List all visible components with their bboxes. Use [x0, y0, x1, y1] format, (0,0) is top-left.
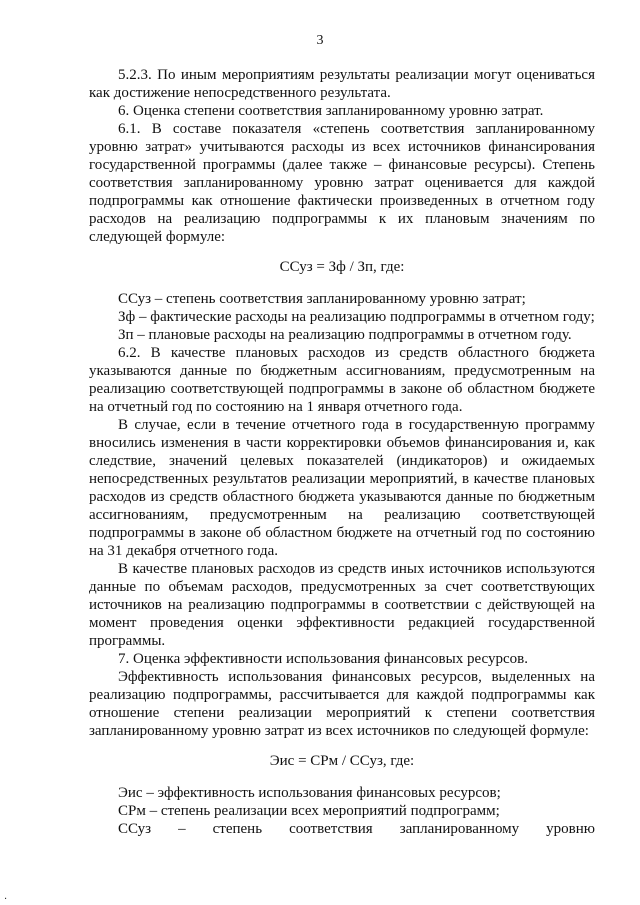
definition-eis: Эис – эффективность использования финансовых ресурсов;	[118, 785, 501, 801]
formula-ccuz: ССуз = Зф / Зп, где:	[279, 259, 405, 275]
paragraph-changes-case: В случае, если в течение отчетного года в государственную программу вносились изменения в части корректировки объемов финансирования и, как следствие, значений целевых показателей (индикаторов) и ожидаемых непосредственных результатов реализации мероприятий, в качестве плановых расходов из средств областного бюджета указываются данные по бюджетным ассигнованиям, предусмотренным на реализацию соответствующей подпрограммы в законе об областном бюджете на отчетный год по состоянию на 31 декабря отчетного года.	[89, 417, 595, 559]
paragraph-5-2-3: 5.2.3. По иным мероприятиям результаты реализации могут оцениваться как достижение непосредственного результата.	[89, 67, 595, 101]
page-number: 3	[316, 33, 324, 48]
heading-section-6: 6. Оценка степени соответствия запланированному уровню затрат.	[118, 103, 544, 119]
paragraph-efficiency: Эффективность использования финансовых ресурсов, выделенных на реализацию подпрограммы, рассчитывается для каждой подпрограммы как отношение степени реализации мероприятий к степени соответствия запланированному уровню затрат из всех источников по следующей формуле:	[89, 669, 595, 739]
paragraph-6-1: 6.1. В составе показателя «степень соответствия запланированному уровню затрат» учитываются расходы из всех источников финансирования государственной программы (далее также – финансовые ресурсы). Степень соответствия запланированному уровню затрат оценивается для каждой подпрограммы как отношение фактически произведенных в отчетном году расходов на реализацию подпрограммы к их плановым значениям по следующей формуле:	[89, 121, 595, 245]
formula-eis: Эис = СРм / ССуз, где:	[269, 753, 415, 769]
definition-srm: СРм – степень реализации всех мероприятий подпрограмм;	[118, 803, 500, 819]
paragraph-other-sources: В качестве плановых расходов из средств иных источников используются данные по объемам расходов, предусмотренных за счет соответствующих источников на реализацию подпрограммы в соответствии с действующей на момент проведения оценки эффективности редакцией государственной программы.	[89, 561, 595, 649]
definition-ccuz-continued: ССуз – степень соответствия запланированному уровню	[118, 821, 595, 837]
heading-section-7: 7. Оценка эффективности использования финансовых ресурсов.	[118, 651, 528, 667]
paragraph-6-2: 6.2. В качестве плановых расходов из средств областного бюджета указываются данные по бюджетным ассигнованиям, предусмотренным на реализацию соответствующей подпрограммы в законе об областном бюджете на отчетный год по состоянию на 1 января отчетного года.	[89, 345, 595, 415]
definition-zf: Зф – фактические расходы на реализацию подпрограммы в отчетном году;	[118, 309, 595, 325]
definition-zp: Зп – плановые расходы на реализацию подпрограммы в отчетном году.	[118, 327, 572, 343]
scan-mark: .	[4, 891, 8, 902]
document-body	[89, 66, 595, 838]
definition-ccuz: ССуз – степень соответствия запланированному уровню затрат;	[118, 291, 526, 307]
